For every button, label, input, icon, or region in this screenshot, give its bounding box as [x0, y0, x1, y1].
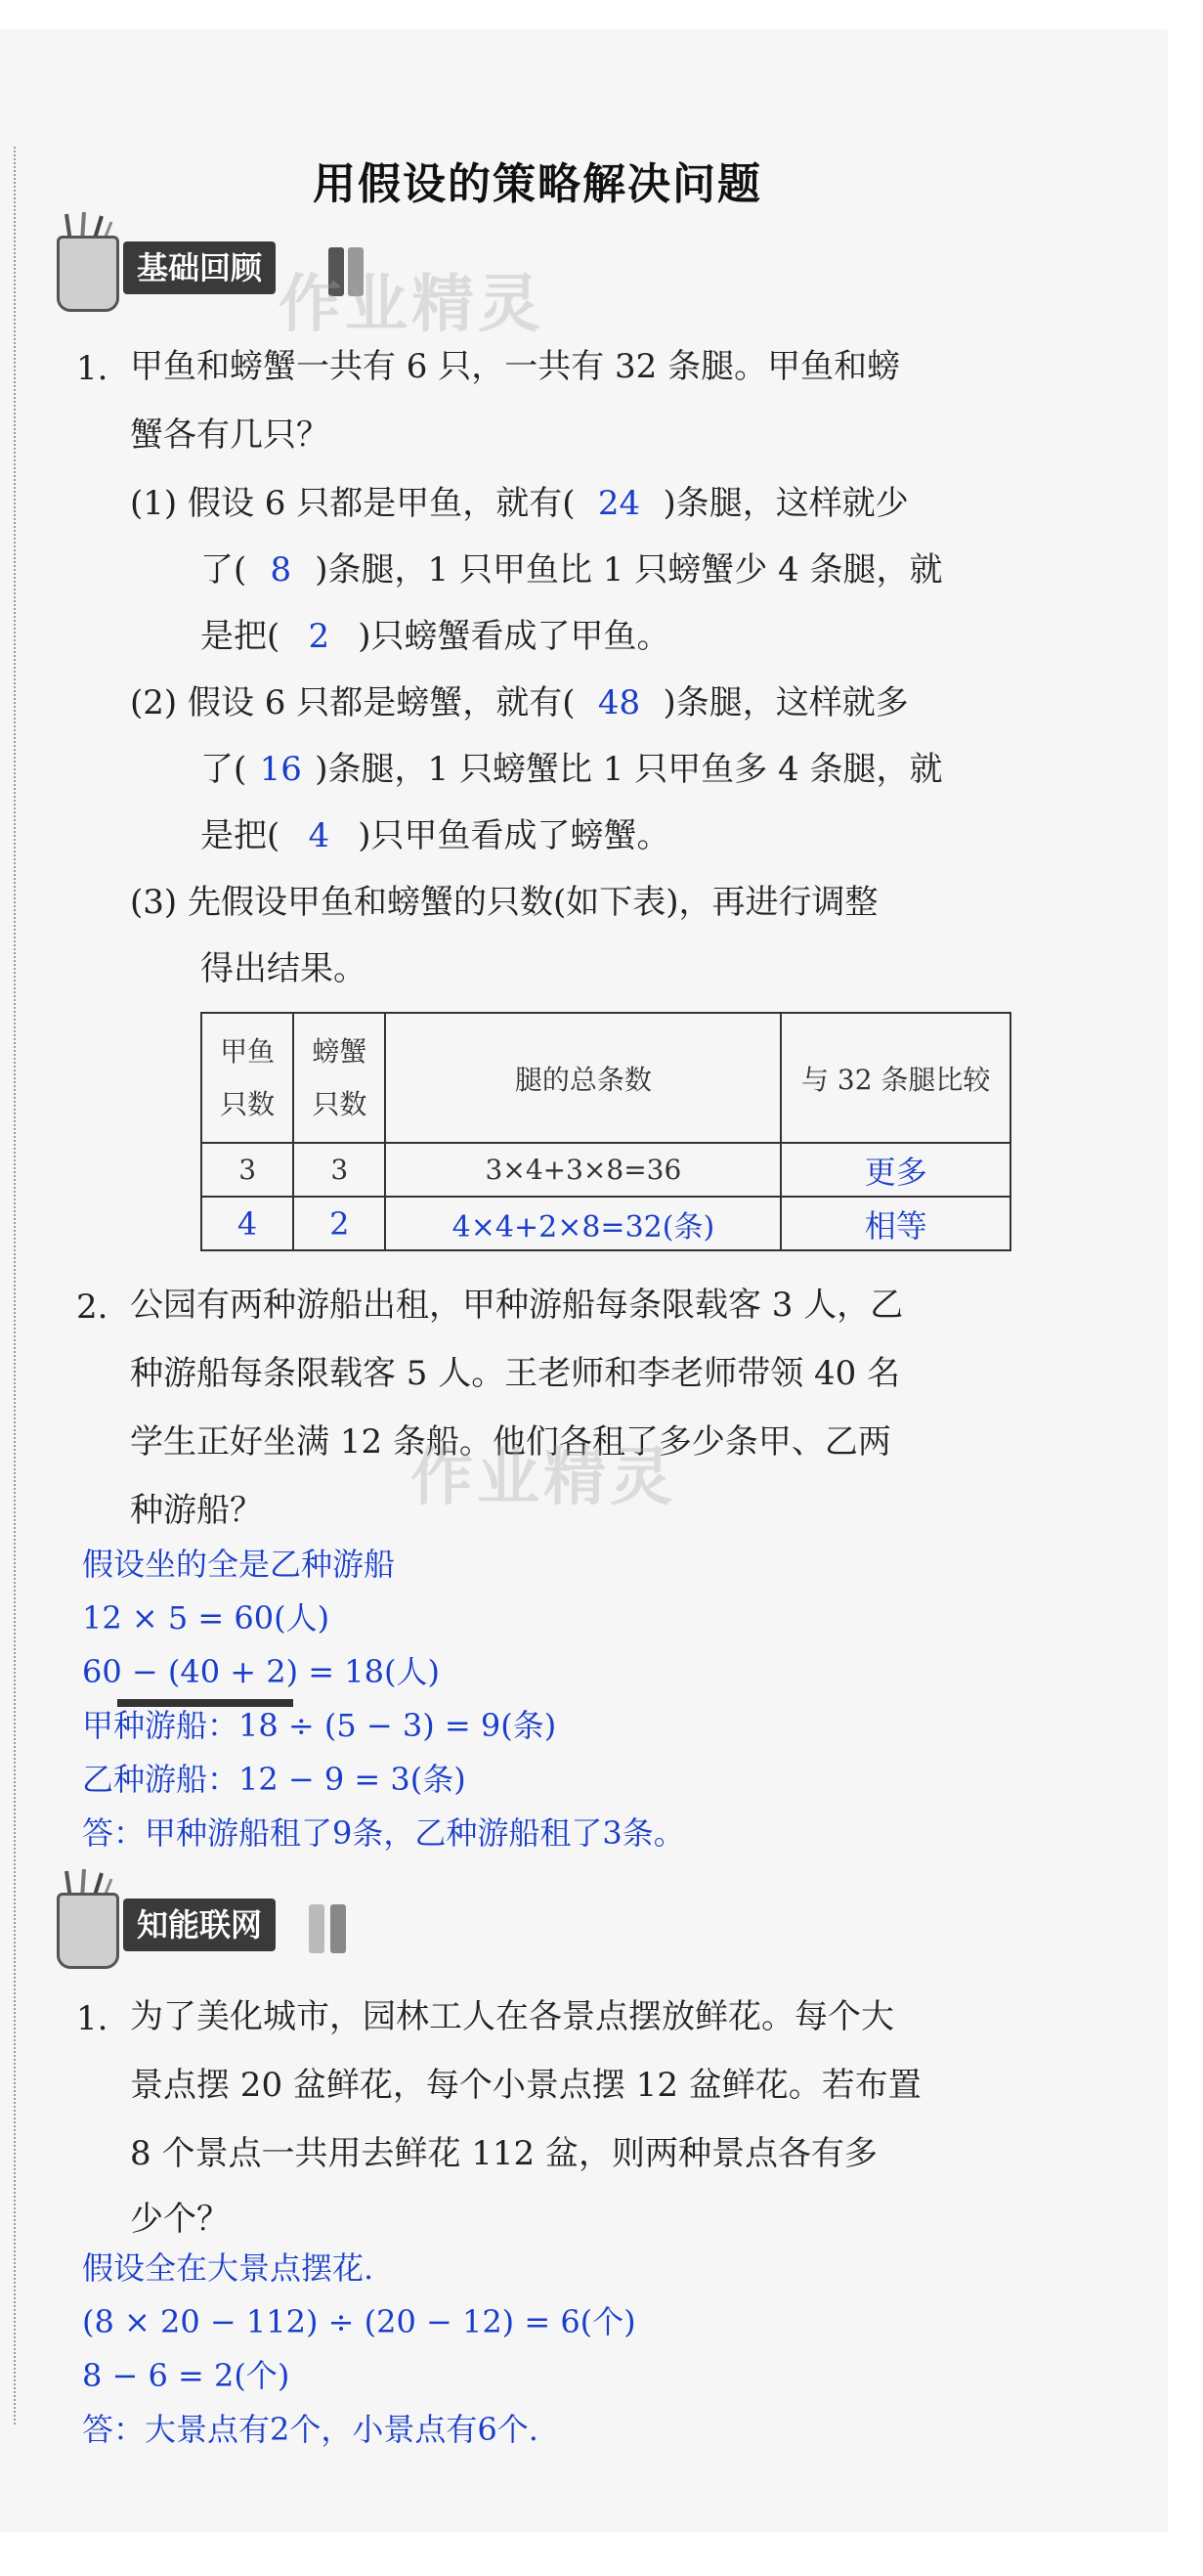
answer-blank: 2	[308, 617, 330, 656]
table-header: 螃蟹 只数	[293, 1013, 385, 1143]
table-cell: 3	[201, 1143, 293, 1197]
question-text: 学生正好坐满 12 条船。他们各租了多少条甲、乙两	[130, 1422, 891, 1462]
table-header-row	[201, 1013, 1010, 1143]
answer-blank: 8	[270, 550, 292, 589]
handwritten-answer: 60 − (40 + 2) = 18(人)	[82, 1653, 440, 1690]
table-row	[201, 1143, 1010, 1197]
question-text: 蟹各有几只？	[130, 415, 329, 455]
handwritten-answer: 假设坐的全是乙种游船	[82, 1546, 396, 1583]
table-cell: 3	[293, 1143, 385, 1197]
table-cell: 4×4+2×8=32(条)	[385, 1197, 781, 1250]
handwritten-answer: (8 × 20 − 112) ÷ (20 − 12) = 6(个)	[82, 2303, 636, 2340]
watermark: 作业精灵	[410, 1442, 676, 1514]
handwritten-answer: 答：大景点有2个，小景点有6个.	[82, 2411, 538, 2448]
table-cell: 3×4+3×8=36	[385, 1143, 781, 1197]
question-number: 1.	[76, 1999, 108, 2038]
handwritten-answer: 假设全在大景点摆花.	[82, 2249, 374, 2287]
table-cell: 4	[201, 1197, 293, 1250]
sub-question-2-line3: 是把( 4 )只甲鱼看成了螃蟹。	[200, 816, 670, 855]
sub-question-1-line2: 了( 8 )条腿，1 只甲鱼比 1 只螃蟹少 4 条腿，就	[200, 550, 943, 589]
question-text: 8 个景点一共用去鲜花 112 盆，则两种景点各有多	[130, 2134, 878, 2173]
question-text: 为了美化城市，园林工人在各景点摆放鲜花。每个大	[130, 1997, 894, 2036]
question-text: 少个？	[130, 2200, 230, 2239]
question-number: 1.	[76, 349, 108, 388]
watermark: 作业精灵	[279, 269, 544, 341]
question-text: 甲鱼和螃蟹一共有 6 只，一共有 32 条腿。甲鱼和螃	[130, 347, 901, 386]
handwritten-answer: 乙种游船：12 − 9 = 3(条)	[82, 1761, 466, 1798]
sub-question-1: (1) 假设 6 只都是甲鱼，就有( 24 )条腿，这样就少	[130, 484, 909, 523]
answer-blank: 16	[259, 750, 302, 789]
question-text: 种游船每条限载客 5 人。王老师和李老师带领 40 名	[130, 1354, 901, 1393]
page-title: 用假设的策略解决问题	[313, 159, 762, 209]
question-number: 2.	[76, 1288, 108, 1327]
table-cell: 更多	[781, 1143, 1010, 1197]
handwritten-answer: 答：甲种游船租了9条，乙种游船租了3条。	[82, 1814, 685, 1852]
section-label: 基础回顾	[123, 241, 276, 294]
table-header: 与 32 条腿比较	[781, 1013, 1010, 1143]
legs-table	[200, 1012, 1011, 1251]
sub-question-2-line2: 了( 16 )条腿，1 只螃蟹比 1 只甲鱼多 4 条腿，就	[200, 750, 943, 789]
answer-blank: 4	[308, 816, 330, 855]
sub-question-2: (2) 假设 6 只都是螃蟹，就有( 48 )条腿，这样就多	[130, 683, 909, 722]
table-cell: 相等	[781, 1197, 1010, 1250]
binding-dotted-line	[14, 147, 16, 2424]
table-row	[201, 1197, 1010, 1250]
answer-blank: 48	[597, 683, 641, 722]
section-label: 知能联网	[123, 1899, 276, 1951]
sub-question-1-line3: 是把( 2 )只螃蟹看成了甲鱼。	[200, 617, 670, 656]
cup-icon	[57, 1893, 119, 1969]
cup-icon	[57, 236, 119, 312]
sub-question-3-line2: 得出结果。	[200, 949, 366, 988]
handwritten-answer: 8 − 6 = 2(个)	[82, 2357, 290, 2394]
sub-question-3: (3) 先假设甲鱼和螃蟹的只数(如下表)，再进行调整	[130, 883, 879, 922]
section-header-knowledge-link	[57, 1877, 408, 1965]
handwritten-answer: 12 × 5 = 60(人)	[82, 1599, 330, 1637]
question-text: 景点摆 20 盆鲜花，每个小景点摆 12 盆鲜花。若布置	[130, 2066, 922, 2105]
question-text: 种游船？	[130, 1491, 263, 1530]
handwritten-answer: 甲种游船：18 ÷ (5 − 3) = 9(条)	[82, 1707, 557, 1744]
answer-blank: 24	[597, 484, 641, 523]
table-header: 甲鱼 只数	[201, 1013, 293, 1143]
table-cell: 2	[293, 1197, 385, 1250]
table-header: 腿的总条数	[385, 1013, 781, 1143]
question-text: 公园有两种游船出租，甲种游船每条限载客 3 人，乙	[130, 1286, 904, 1325]
